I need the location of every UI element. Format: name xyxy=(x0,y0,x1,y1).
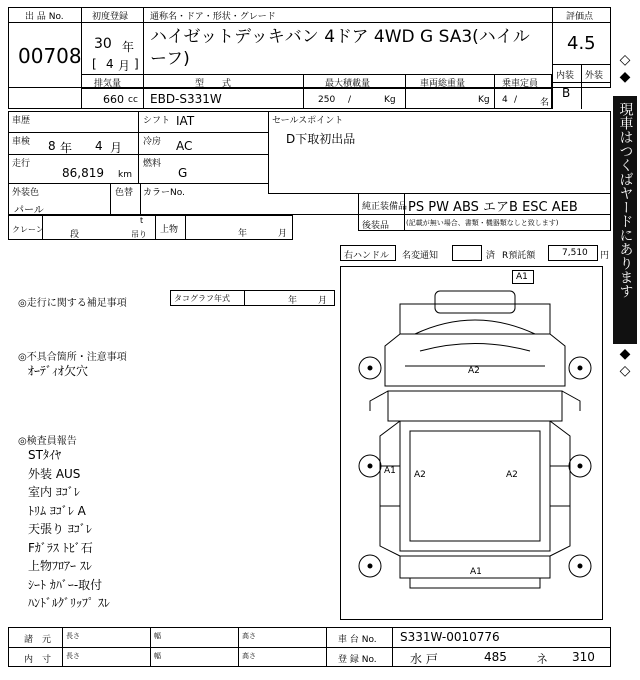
recycle-deposit-label: R預託額 xyxy=(502,251,536,261)
yard-location-text: 現車はつくばヤードにあります xyxy=(617,102,634,298)
history-label: 車歴 xyxy=(12,116,31,126)
recycle-label: 済 xyxy=(486,251,496,261)
gross-weight-label: 車両総重量 xyxy=(420,79,466,89)
defect-text: ｵｰﾃﾞｨｵ欠穴 xyxy=(28,364,89,378)
registration-number: 310 xyxy=(572,650,595,664)
capacity-label: 乗車定員 xyxy=(502,79,539,89)
inspector-line: 上物ﾌﾛｱｰ ｽﾚ xyxy=(28,559,92,573)
shift-label: シフト xyxy=(143,116,171,126)
crane-ton: t xyxy=(140,216,144,225)
width-label: 幅 xyxy=(154,632,161,640)
shift-value: IAT xyxy=(176,114,195,128)
reg-year: 30 xyxy=(94,36,112,52)
damage-mark: A2 xyxy=(506,470,518,480)
sidebar-top: ◇ ◆ xyxy=(619,52,631,85)
height-label: 高さ xyxy=(242,652,256,660)
sales-point-label: セールスポイント xyxy=(272,116,344,126)
displacement-unit: cc xyxy=(128,95,138,105)
lot-number: 00708 xyxy=(18,44,82,68)
crane-hang: 吊り xyxy=(131,230,147,239)
inspection-year: 8 xyxy=(48,139,56,153)
driving-note-label: ◎走行に関する補足事項 xyxy=(18,298,127,309)
inspector-line: Fｶﾞﾗｽ ﾄﾋﾞ石 xyxy=(28,540,93,555)
tacho-month-unit: 月 xyxy=(318,296,328,306)
max-load-value: 250 xyxy=(318,95,336,105)
damage-mark: A1 xyxy=(516,272,528,282)
capacity-value: 4 xyxy=(502,95,508,105)
color-value: パール xyxy=(14,205,44,216)
registration-area: 水 戸 xyxy=(410,652,438,666)
damage-mark: A2 xyxy=(414,470,426,480)
chassis-label: 車 台 No. xyxy=(338,635,377,645)
registration-class: 485 xyxy=(484,650,507,664)
mileage-label: 走行 xyxy=(12,159,31,169)
max-load-label: 最大積載量 xyxy=(325,79,371,89)
score-label: 評価点 xyxy=(566,12,594,22)
inspector-label: ◎検査員報告 xyxy=(18,436,77,447)
interior-grade: B xyxy=(562,86,571,100)
aftermarket-label: 後装品 xyxy=(362,221,390,231)
length-label: 長さ xyxy=(66,652,80,660)
upper-month-unit: 月 xyxy=(278,229,288,239)
mileage-value: 86,819 xyxy=(62,166,104,180)
fuel-value: G xyxy=(178,166,188,180)
height-label: 高さ xyxy=(242,632,256,640)
model-name: ハイゼットデッキバン 4ドア 4WD G SA3(ハイルーフ) xyxy=(150,27,530,69)
reg-month: 4 xyxy=(106,57,114,71)
aftermarket-note: (記載が無い場合、書類・機器類なしと致します) xyxy=(406,219,559,227)
color-no-label: 色替 xyxy=(115,188,134,198)
first-reg-label: 初度登録 xyxy=(92,12,129,22)
inspector-report xyxy=(28,446,110,613)
gross-weight-unit: Kg xyxy=(478,95,490,105)
inspector-line: 天張り ﾖｺﾞﾚ xyxy=(28,522,92,536)
name-change-label: 名変通知 xyxy=(402,251,439,261)
max-load-unit: Kg xyxy=(384,95,396,105)
recycle-amount: 7,510 xyxy=(562,248,588,258)
inspector-line: 外装 AUS xyxy=(28,466,81,481)
model-label: 通称名・ドア・形状・グレード xyxy=(150,12,276,22)
ac-label: 冷房 xyxy=(143,137,162,147)
color-code-label: カラーNo. xyxy=(143,188,185,198)
registration-kana: ネ xyxy=(536,652,549,666)
defect-label: ◎不具合箇所・注意事項 xyxy=(18,352,127,363)
sales-point-text: D下取初出品 xyxy=(286,132,356,146)
type-label: 型 式 xyxy=(195,79,232,89)
sidebar-vertical xyxy=(613,96,637,344)
registration-label: 登 録 No. xyxy=(338,655,377,665)
interior-grade-label: 内装 xyxy=(556,71,575,81)
tacho-label: タコグラフ年式 xyxy=(174,294,230,303)
mileage-unit: km xyxy=(118,170,132,180)
type-value: EBD-S331W xyxy=(150,92,222,106)
score-value: 4.5 xyxy=(567,33,596,54)
upper-year-unit: 年 xyxy=(238,229,248,239)
chassis-number: S331W-0010776 xyxy=(400,630,500,644)
crane-stage: 段 xyxy=(70,230,80,240)
length-label: 長さ xyxy=(66,632,80,640)
displacement-label: 排気量 xyxy=(94,79,122,89)
tacho-year-unit: 年 xyxy=(288,296,298,306)
inspector-line: ｼｰﾄ ｶﾊﾞｰ-取付 xyxy=(28,577,103,592)
inspector-line: 室内 ﾖｺﾞﾚ xyxy=(28,485,80,499)
sidebar-bottom: ◆ ◇ xyxy=(619,346,631,379)
inspection-label: 車検 xyxy=(12,137,31,147)
interior-size-label: 内 寸 xyxy=(24,655,52,665)
inspector-line: STﾀｲﾔ xyxy=(28,448,61,462)
damage-mark: A1 xyxy=(470,567,482,577)
displacement-value: 660 xyxy=(103,93,124,106)
reg-year-unit: 年 xyxy=(122,40,135,54)
recycle-unit: 円 xyxy=(600,251,610,261)
equipment-items: PS PW ABS エアB ESC AEB xyxy=(408,200,578,215)
fuel-label: 燃料 xyxy=(143,159,162,169)
inspector-line: ﾄﾘﾑ ﾖｺﾞﾚ A xyxy=(28,503,86,518)
upper-label: 上物 xyxy=(160,225,179,235)
capacity-unit: 名 xyxy=(540,98,550,108)
inspection-year-unit: 年 xyxy=(60,141,73,155)
reg-month-unit: 月 xyxy=(118,59,131,73)
inspection-month-unit: 月 xyxy=(110,141,123,155)
exterior-grade-label: 外装 xyxy=(585,71,604,81)
inspector-line: ﾊﾝﾄﾞﾙｸﾞﾘｯﾌﾟ ｽﾚ xyxy=(28,596,110,610)
width-label: 幅 xyxy=(154,652,161,660)
equipment-label: 純正装備品 xyxy=(362,202,408,212)
crane-label: クレーン xyxy=(12,225,44,234)
ac-value: AC xyxy=(176,139,193,153)
color-label: 外装色 xyxy=(12,188,40,198)
damage-mark: A2 xyxy=(468,366,480,376)
damage-mark: A1 xyxy=(384,466,396,476)
drive-side: 右ハンドル xyxy=(344,251,390,261)
lot-label: 出 品 No. xyxy=(25,12,64,22)
specs-label: 諸 元 xyxy=(24,635,52,645)
inspection-month: 4 xyxy=(95,139,103,153)
crane-frame xyxy=(8,215,293,240)
